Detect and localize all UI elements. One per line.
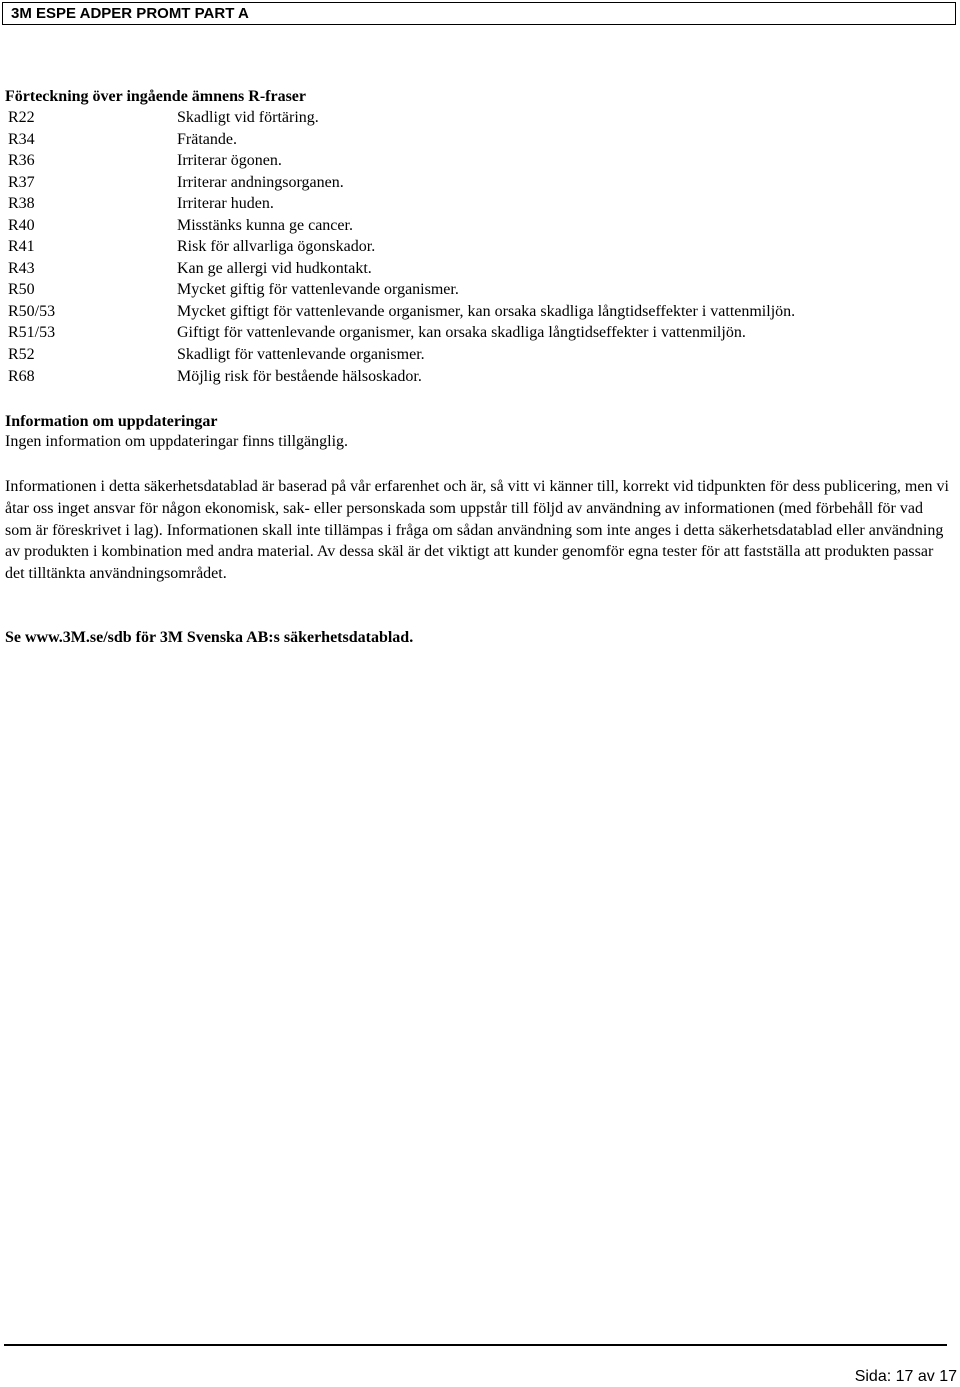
page-number: Sida: 17 av 17 [854,1368,957,1385]
r-phrase-row [0,236,960,258]
r-phrase-row [0,107,960,129]
r-phrase-text: Misstänks kunna ge cancer. [177,216,353,234]
r-phrase-text: Frätande. [177,130,237,148]
r-phrase-text: Irriterar ögonen. [177,152,282,170]
r-phrase-text: Skadligt för vattenlevande organismer. [177,346,425,364]
r-phrase-code: R52 [8,346,35,364]
r-phrase-code: R68 [8,367,35,385]
r-phrase-text: Mycket giftigt för vattenlevande organismer, kan orsaka skadliga långtidseffekter i vattenmiljön. [177,302,796,320]
r-phrase-code: R41 [8,238,35,256]
r-phrase-code: R40 [8,216,35,234]
r-phrase-text: Kan ge allergi vid hudkontakt. [177,259,372,277]
r-phrase-row [0,129,960,151]
sds-reference: Se www.3M.se/sdb för 3M Svenska AB:s säkerhetsdatablad. [5,629,414,646]
r-phrase-row [0,366,960,388]
r-phrase-code: R38 [8,195,35,213]
r-phrase-text: Mycket giftig för vattenlevande organismer. [177,281,459,299]
disclaimer-paragraph: Informationen i detta säkerhetsdatablad är baserad på vår erfarenhet och är, så vitt vi känner till, korrekt vid tidpunkten för dess publicering, men vi åtar oss inget ansvar för någon ekonomisk, sak- eller personskada som uppstår till följd av användning av informationen (med förbehåll för vad som är föreskrivet i lag). Informationen skall inte tillämpas i fråga om sådan användning som inte anges i detta säkerhetsdatablad eller användning av produkten i kombination med andra material. Av dessa skäl är det viktigt att kunder genomför egna tester för att fastställa att produkten passar det tilltänkta användningsområdet. [5,478,949,583]
r-phrase-code: R51/53 [8,324,56,342]
r-phrase-code: R37 [8,173,35,191]
r-phrase-row [0,344,960,366]
document-header [2,2,956,25]
r-phrase-code: R50 [8,281,35,299]
r-phrase-text: Giftigt för vattenlevande organismer, kan orsaka skadliga långtidseffekter i vattenmiljön. [177,324,746,342]
r-phrase-text: Irriterar andningsorganen. [177,173,344,191]
r-phrase-row [0,150,960,172]
r-phrase-row [0,258,960,280]
r-phrase-code: R36 [8,152,35,170]
r-phrase-code: R50/53 [8,302,56,320]
product-title: 3M ESPE ADPER PROMT PART A [11,5,249,22]
r-phrases-heading: Förteckning över ingående ämnens R-fraser [5,88,306,105]
r-phrase-text: Skadligt vid förtäring. [177,109,319,126]
r-phrase-code: R34 [8,130,35,148]
r-phrase-text: Irriterar huden. [177,195,274,213]
r-phrases-list [0,107,960,387]
r-phrase-row [0,172,960,194]
r-phrase-row [0,322,960,344]
r-phrase-text: Risk för allvarliga ögonskador. [177,238,376,256]
r-phrase-code: R22 [8,109,35,126]
r-phrase-text: Möjlig risk för bestående hälsoskador. [177,367,422,385]
r-phrase-row [0,193,960,215]
updates-heading: Information om uppdateringar [5,413,218,430]
r-phrase-row [0,215,960,237]
r-phrase-code: R43 [8,259,35,277]
footer-divider [4,1344,947,1346]
r-phrase-row [0,279,960,301]
r-phrase-row [0,301,960,323]
updates-text: Ingen information om uppdateringar finns tillgänglig. [5,433,349,450]
